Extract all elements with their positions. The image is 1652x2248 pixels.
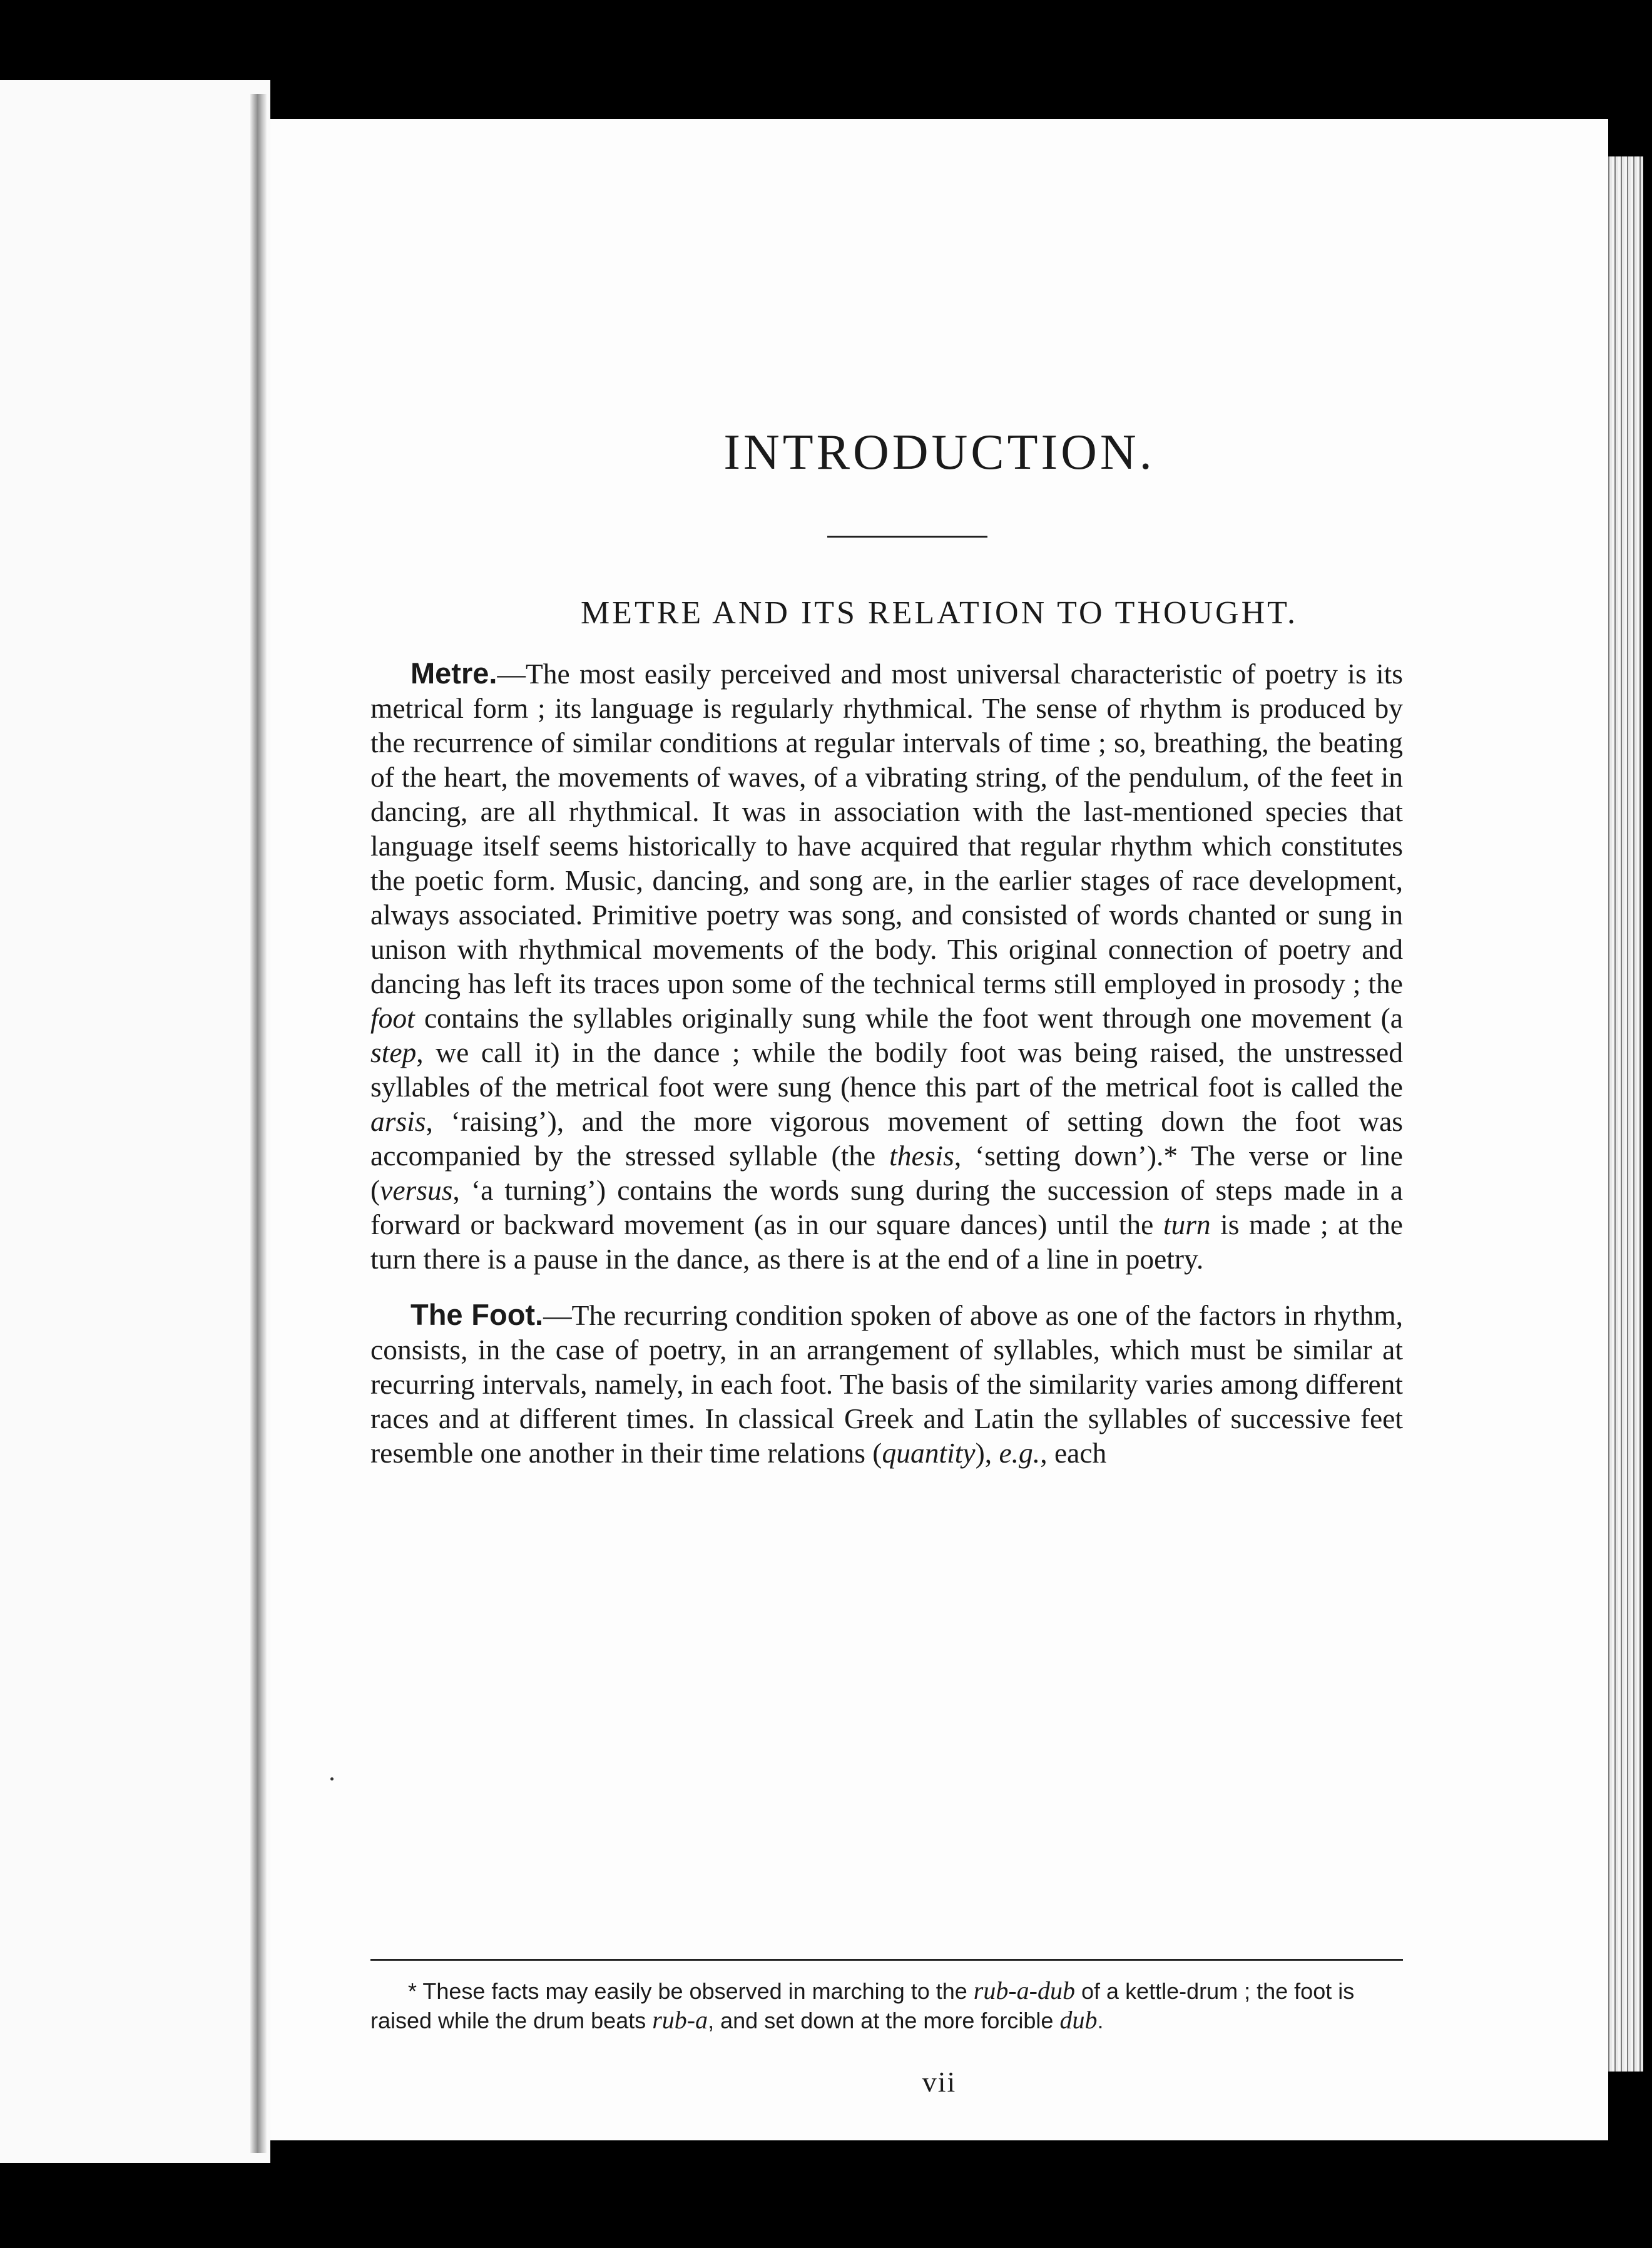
italic-text: turn xyxy=(1163,1208,1211,1240)
text-run: —The recurring condition spoken of above as one of the factors in rhythm, consists, in the case of poetry, in an arrangement of syllables, which must be similar at recurring intervals, namely, in each foot. The basis of the similarity varies among different races and at different times. In classical Greek and Latin the syllables of successive feet resemble one another in their time relations ( xyxy=(370,1299,1403,1469)
italic-text: versus xyxy=(380,1174,453,1206)
footnote-rule xyxy=(370,1959,1403,1961)
text-run: * These facts may easily be observed in marching to the xyxy=(408,1978,974,2004)
left-page xyxy=(0,80,270,2163)
text-run: , and set down at the more forcible xyxy=(708,2008,1060,2033)
italic-text: rub-a xyxy=(652,2006,708,2034)
text-run: is made ; at the turn there is a pause in the dance, as there is at the end of a line in poetry. xyxy=(370,1208,1403,1275)
paragraph-lead: The Foot. xyxy=(410,1298,544,1331)
page-number: vii xyxy=(922,2066,957,2098)
text-run: contains the syllables originally sung while the foot went through one movement (a xyxy=(414,1002,1403,1034)
italic-text: rub-a-dub xyxy=(973,1976,1076,2005)
italic-text: foot xyxy=(370,1002,415,1034)
text-run: of a kettle-drum ; the foot is raised while the drum beats xyxy=(370,1978,1355,2033)
text-run: , ‘setting down’).* The verse or line ( xyxy=(370,1140,1403,1206)
text-run: , each xyxy=(1040,1437,1107,1469)
paragraph-foot xyxy=(370,1297,1403,1470)
italic-text: arsis xyxy=(370,1105,426,1137)
heading-rule xyxy=(827,536,987,538)
italic-text: step xyxy=(370,1036,417,1068)
footnote xyxy=(370,1976,1403,2035)
paragraph-content xyxy=(370,658,1403,1275)
italic-text: e.g. xyxy=(999,1437,1041,1469)
text-run: —The most easily perceived and most universal characteristic of poetry is its metrical form ; its language is regularly rhythmical. The sense of rhythm is produced by the recurrence of similar conditions at regular intervals of time ; so, breathing, the beating of the heart, the movements of waves, of a vibrating string, of the pendulum, of the feet in dancing, are all rhythmical. It was in association with the last-mentioned species that language itself seems historically to have acquired that regular rhythm which constitutes the poetic form. Music, dancing, and song are, in the earlier stages of race development, always associated. Primitive poetry was song, and consisted of words chanted or sung in unison with rhythmical movements of the body. This original connection of poetry and dancing has left its traces upon some of the technical terms still employed in prosody ; the xyxy=(370,658,1403,999)
body-text xyxy=(370,656,1403,1470)
italic-text: dub xyxy=(1059,2006,1098,2034)
text-run: , we call it) in the dance ; while the bodily foot was being raised, the unstressed syllables of the metrical foot were sung (hence this part of the metrical foot is called the xyxy=(370,1036,1403,1103)
right-page xyxy=(270,119,1608,2140)
book-spine xyxy=(250,94,267,2153)
italic-text: quantity xyxy=(882,1437,976,1469)
page-edges xyxy=(1606,156,1643,2072)
chapter-heading: INTRODUCTION. xyxy=(723,425,1155,480)
paragraph-metre xyxy=(370,656,1403,1276)
text-run: . xyxy=(1097,2008,1104,2033)
text-run: , ‘a turning’) contains the words sung during the succession of steps made in a forward or backward movement (as in our square dances) until the xyxy=(370,1174,1403,1240)
text-run: , ‘raising’), and the more vigorous movement of setting down the foot was accompanied by the stressed syllable (the xyxy=(370,1105,1403,1172)
text-run: ), xyxy=(975,1437,999,1469)
speck-mark xyxy=(330,1777,334,1781)
italic-text: thesis xyxy=(889,1140,954,1172)
paragraph-lead: Metre. xyxy=(410,657,497,690)
section-subheading: METRE AND ITS RELATION TO THOUGHT. xyxy=(580,595,1298,631)
